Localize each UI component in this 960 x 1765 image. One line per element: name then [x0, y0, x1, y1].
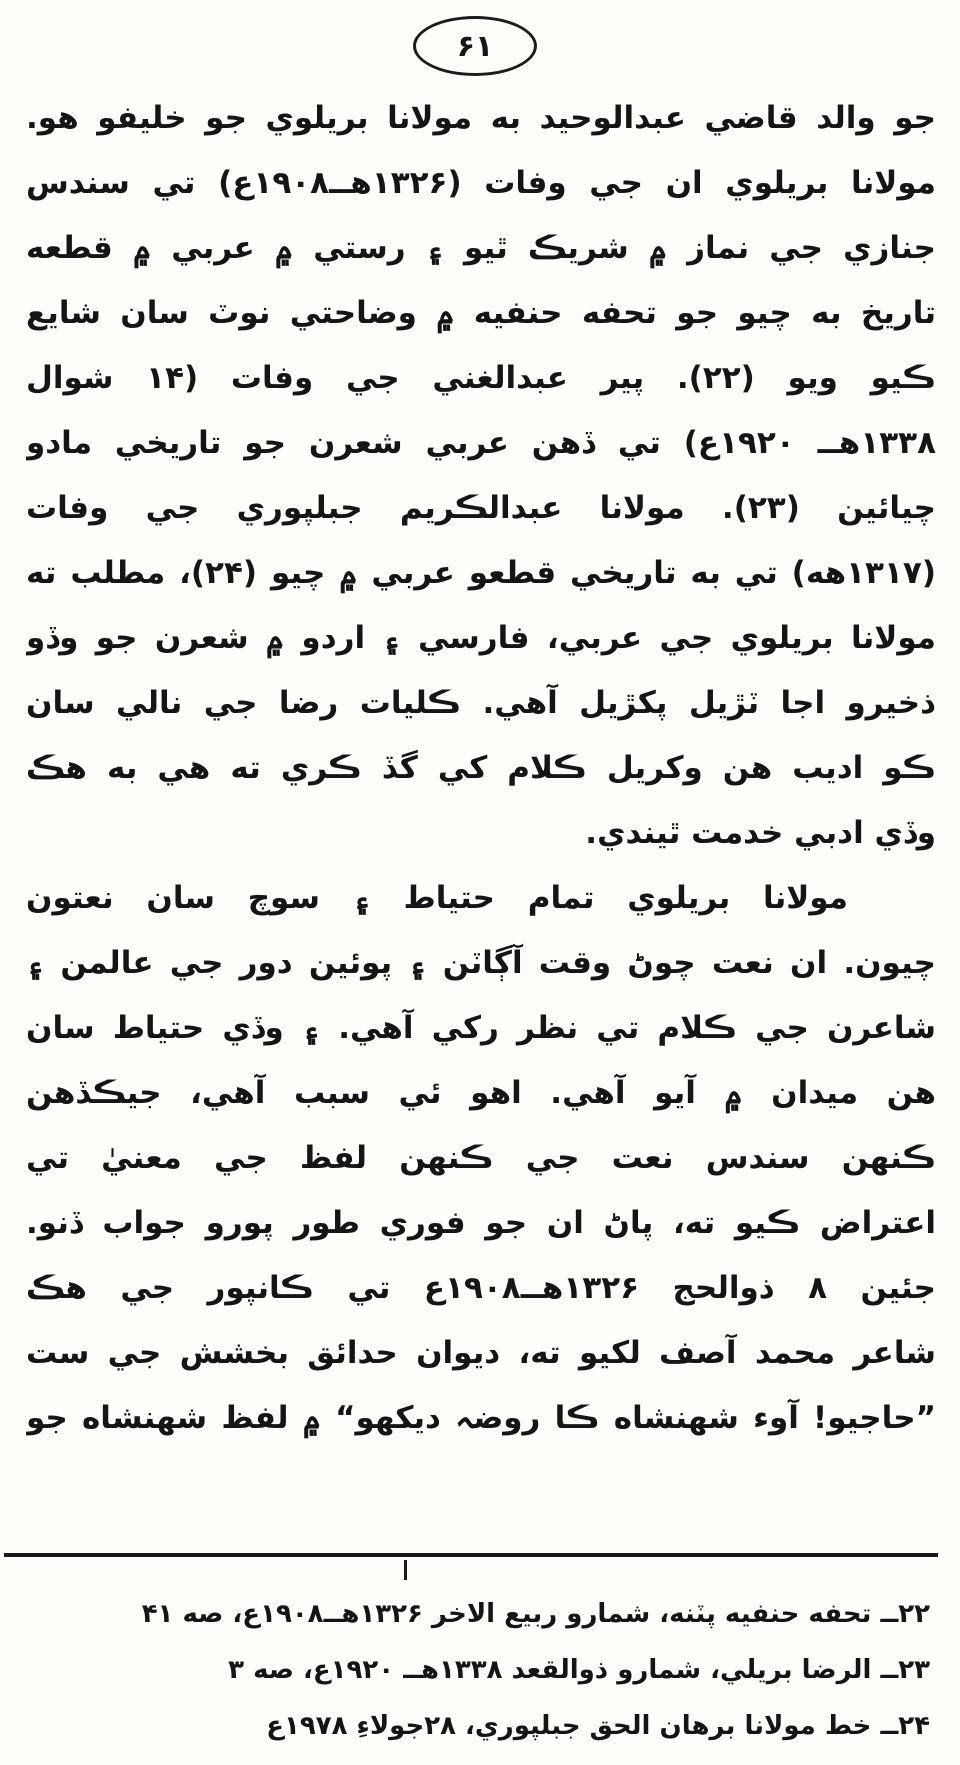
footnote-line: ۲۳ــ الرضا بريلي، شمارو ذوالقعد ۱۳۳۸هــ ۱۹۲۰ع، صه ۳	[228, 1655, 930, 1685]
text-line: اعتراض ڪيو ته، پاڻ ان جو فوري طور پورو جواب ڏنو.	[26, 1205, 936, 1241]
page-number-badge	[413, 16, 537, 76]
page-body	[26, 86, 936, 1451]
text-line: جو والد قاضي عبدالوحيد به مولانا بريلوي جو خليفو هو.	[26, 100, 936, 136]
text-line: جئين ۸ ذوالحج ۱۳۲۶هــ۱۹۰۸ع تي ڪانپور جي هڪ	[26, 1270, 936, 1306]
text-line: تاريخ به چيو جو تحفه حنفيه ۾ وضاحتي نوٽ سان شايع	[26, 295, 936, 331]
text-line: چيون. ان نعت چوڻ وقت آڳاٽن ۽ پوئين دور جي عالمن ۽	[26, 945, 936, 981]
text-line: ۱۳۳۸هــ ۱۹۲۰ع) تي ڏهن عربي شعرن جو تاريخي مادو	[26, 425, 936, 461]
footnote-line: ۲۲ــ تحفه حنفيه پٽنه، شمارو ربيع الاخر ۱۳۲۶هــ۱۹۰۸ع، صه ۴۱	[141, 1599, 930, 1629]
text-line: ”حاجيو! آوء شهنشاه ڪا روضہ ديکهو“ ۾ لفظ شهنشاه جو	[26, 1400, 936, 1436]
footnote-line: ۲۴ــ خط مولانا برهان الحق جبلپوري، ۲۸جولاءِ ۱۹۷۸ع	[266, 1711, 930, 1741]
text-line: چيائين (۲۳). مولانا عبدالڪريم جبلپوري جي وفات	[26, 490, 936, 526]
footnote-divider	[4, 1553, 938, 1557]
text-line: مولانا بريلوي ان جي وفات (۱۳۲۶هــ۱۹۰۸ع) تي سندس	[26, 165, 936, 201]
text-line: ڪنهن سندس نعت جي ڪنهن لفظ جي معنيٰ تي	[26, 1140, 936, 1176]
footnotes-section	[40, 1586, 930, 1754]
text-line: هن ميدان ۾ آيو آهي. اهو ئي سبب آهي، جيڪڏهن	[26, 1075, 936, 1111]
text-line: وڏي ادبي خدمت ٿيندي.	[585, 815, 936, 851]
text-line: جنازي جي نماز ۾ شريڪ ٿيو ۽ رستي ۾ عربي ۾ قطعه	[26, 230, 936, 266]
text-line: مولانا بريلوي جي عربي، فارسي ۽ اردو ۾ شعرن جو وڏو	[26, 620, 936, 656]
text-line: مولانا بريلوي تمام حتياط ۽ سوچ سان نعتون	[26, 880, 848, 916]
text-line: شاعرن جي ڪلام تي نظر رکي آهي. ۽ وڏي حتياط سان	[26, 1010, 936, 1046]
text-line: ڪيو ويو (۲۲). پير عبدالغني جي وفات (۱۴ شوال	[26, 360, 936, 396]
text-line: شاعر محمد آصف لکيو ته، ديوان حدائق بخشش جي ست	[26, 1335, 936, 1371]
text-line: (۱۳۱۷هه) تي به تاريخي قطعو عربي ۾ چيو (۲۴)، مطلب ته	[26, 555, 936, 591]
text-line: ڪو اديب هن وکريل ڪلام کي گڏ ڪري ته هي به هڪ	[26, 750, 936, 786]
text-line: ذخيرو اجا ٽڙيل پکڙيل آهي. ڪليات رضا جي نالي سان	[26, 685, 936, 721]
page-number: ۶۱	[456, 28, 494, 64]
scan-artifact-mark	[404, 1560, 407, 1580]
